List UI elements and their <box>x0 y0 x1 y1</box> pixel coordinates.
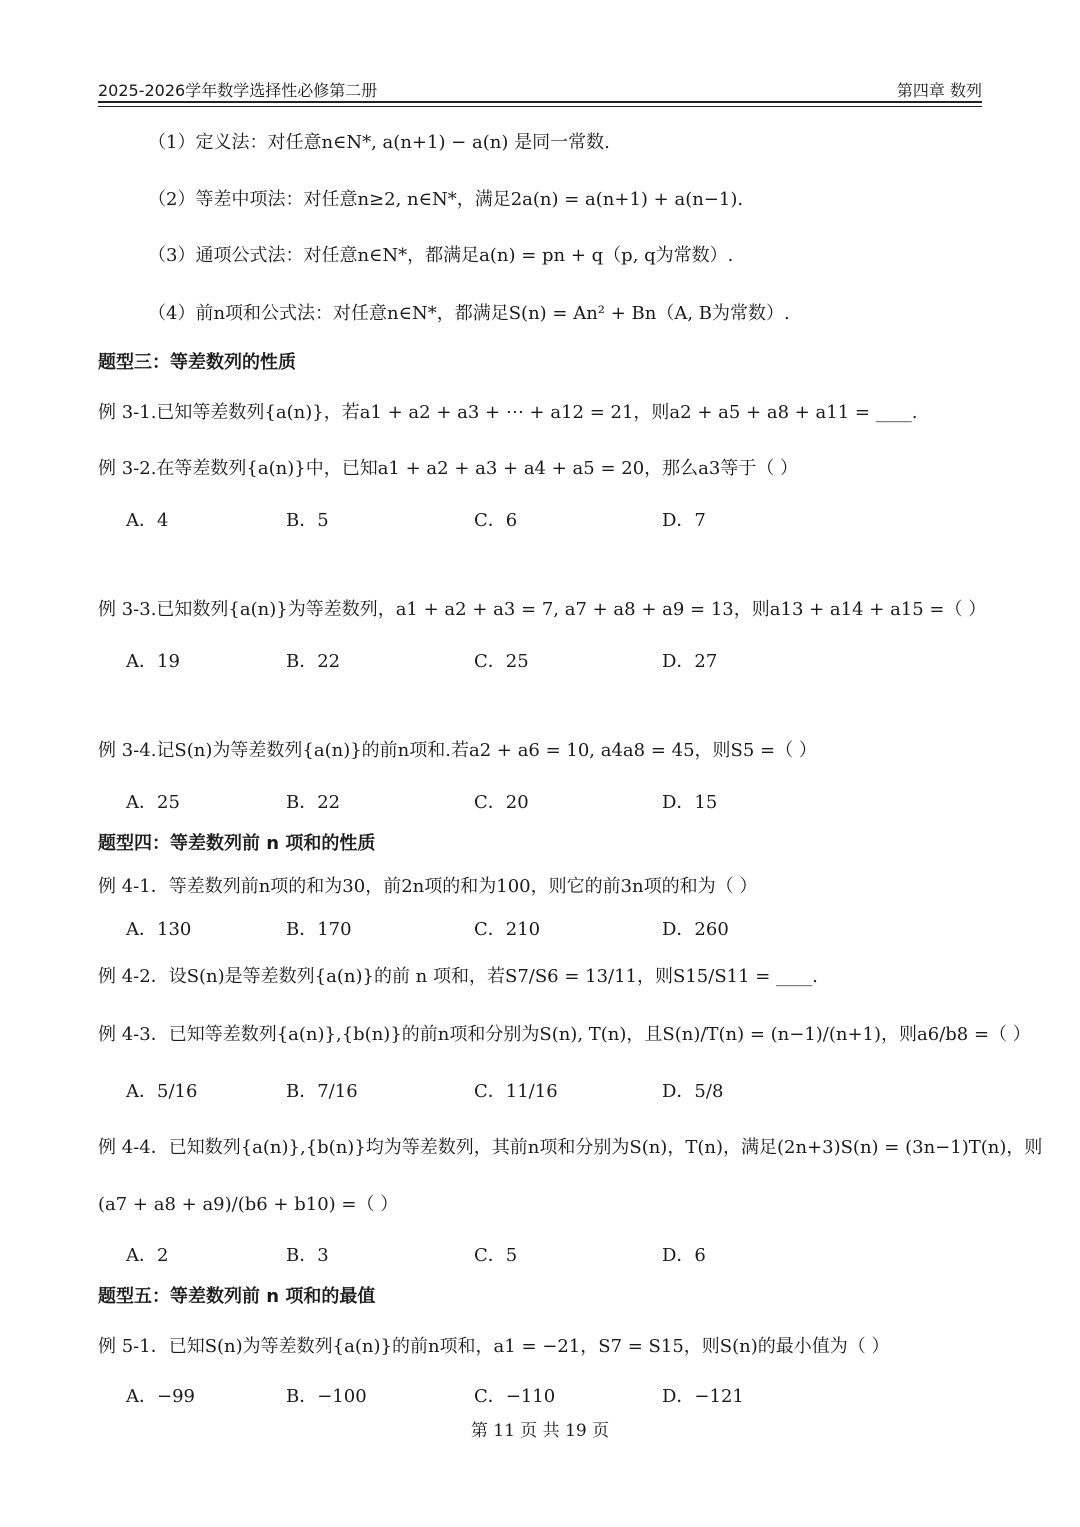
option-b: B．3 <box>286 1245 329 1266</box>
option-a: A．25 <box>126 792 180 813</box>
example-3-3: 例 3-3.已知数列{a(n)}为等差数列，a1 + a2 + a3 = 7, a7 + a8 + a9 = 13，则a13 + a14 + a15 =（ ） <box>98 599 987 620</box>
option-a: A．−99 <box>126 1386 195 1407</box>
option-d: D．27 <box>662 651 718 672</box>
option-c: C．20 <box>474 792 529 813</box>
option-a: A．5/16 <box>126 1081 198 1102</box>
method-2: （2）等差中项法：对任意n≥2, n∈N*，满足2a(n) = a(n+1) + a(n−1). <box>148 189 744 210</box>
header-right: 第四章 数列 <box>896 81 982 100</box>
method-1: （1）定义法：对任意n∈N*, a(n+1) − a(n) 是同一常数. <box>148 132 610 153</box>
example-4-3: 例 4-3．已知等差数列{a(n)},{b(n)}的前n项和分别为S(n), T(n)，且S(n)/T(n) = (n−1)/(n+1)，则a6/b8 =（ ） <box>98 1024 1031 1045</box>
option-d: D．6 <box>662 1245 706 1266</box>
header-rule-thin <box>98 106 982 107</box>
example-3-2: 例 3-2.在等差数列{a(n)}中，已知a1 + a2 + a3 + a4 + a5 = 20，那么a3等于（ ） <box>98 458 799 479</box>
option-c: C．25 <box>474 651 529 672</box>
option-d: D．260 <box>662 919 729 940</box>
option-b: B．22 <box>286 792 341 813</box>
option-b: B．5 <box>286 510 329 531</box>
option-b: B．170 <box>286 919 352 940</box>
option-b: B．7/16 <box>286 1081 358 1102</box>
option-b: B．22 <box>286 651 341 672</box>
option-d: D．7 <box>662 510 706 531</box>
option-a: A．19 <box>126 651 180 672</box>
section-title-5: 题型五：等差数列前 n 项和的最值 <box>98 1286 376 1307</box>
example-4-2: 例 4-2．设S(n)是等差数列{a(n)}的前 n 项和，若S7/S6 = 13/11，则S15/S11 = ____. <box>98 966 818 987</box>
method-3: （3）通项公式法：对任意n∈N*，都满足a(n) = pn + q（p, q为常数）. <box>148 245 734 266</box>
page-header <box>98 78 982 102</box>
option-d: D．−121 <box>662 1386 744 1407</box>
page-footer: 第 11 页 共 19 页 <box>470 1421 610 1441</box>
section-title-4: 题型四：等差数列前 n 项和的性质 <box>98 833 376 854</box>
option-a: A．4 <box>126 510 169 531</box>
example-4-4-cont: (a7 + a8 + a9)/(b6 + b10) =（ ） <box>98 1194 399 1215</box>
example-4-1: 例 4-1．等差数列前n项的和为30，前2n项的和为100，则它的前3n项的和为（ ） <box>98 876 758 897</box>
section-title-3: 题型三：等差数列的性质 <box>98 352 296 373</box>
option-c: C．210 <box>474 919 541 940</box>
option-c: C．6 <box>474 510 518 531</box>
option-b: B．−100 <box>286 1386 367 1407</box>
option-a: A．2 <box>126 1245 169 1266</box>
option-a: A．130 <box>126 919 192 940</box>
method-4: （4）前n项和公式法：对任意n∈N*，都满足S(n) = An² + Bn（A, B为常数）. <box>148 303 790 324</box>
option-c: C．−110 <box>474 1386 556 1407</box>
example-3-4: 例 3-4.记S(n)为等差数列{a(n)}的前n项和.若a2 + a6 = 10, a4a8 = 45，则S5 =（ ） <box>98 740 817 761</box>
option-c: C．11/16 <box>474 1081 558 1102</box>
option-d: D．15 <box>662 792 718 813</box>
header-rule-thick <box>98 101 982 103</box>
option-d: D．5/8 <box>662 1081 724 1102</box>
example-4-4: 例 4-4．已知数列{a(n)},{b(n)}均为等差数列，其前n项和分别为S(n)，T(n)，满足(2n+3)S(n) = (3n−1)T(n)，则 <box>98 1137 1043 1158</box>
example-3-1: 例 3-1.已知等差数列{a(n)}，若a1 + a2 + a3 + ⋯ + a12 = 21，则a2 + a5 + a8 + a11 = ____. <box>98 402 918 423</box>
option-c: C．5 <box>474 1245 518 1266</box>
example-5-1: 例 5-1．已知S(n)为等差数列{a(n)}的前n项和，a1 = −21，S7 = S15，则S(n)的最小值为（ ） <box>98 1336 890 1357</box>
header-left: 2025-2026学年数学选择性必修第二册 <box>98 81 378 100</box>
